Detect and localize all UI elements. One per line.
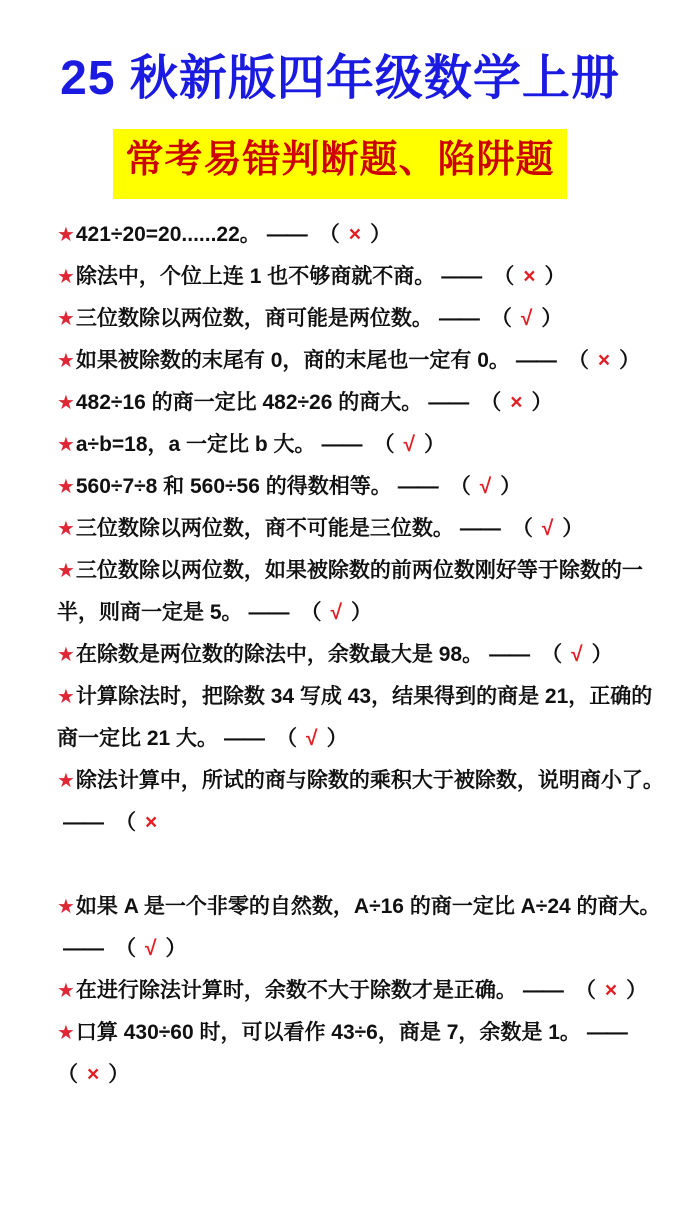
question-item xyxy=(57,298,664,340)
close-paren: ） xyxy=(541,307,563,330)
open-paren: （ xyxy=(567,349,589,372)
open-paren: （ xyxy=(493,265,515,288)
close-paren: ） xyxy=(531,391,553,414)
answer-mark: √ xyxy=(145,937,157,960)
star-icon: ★ xyxy=(57,266,75,288)
open-paren: （ xyxy=(449,475,471,498)
answer-mark: × xyxy=(348,223,362,246)
question-text: 421÷20=20......22。 xyxy=(75,223,261,246)
open-paren: （ xyxy=(541,643,563,666)
question-text: 在除数是两位数的除法中，余数最大是 98。 xyxy=(75,643,484,666)
open-paren: （ xyxy=(318,223,340,246)
question-item xyxy=(57,508,664,550)
dash-separator: —— xyxy=(522,979,563,1002)
dash-separator: —— xyxy=(489,643,530,666)
dash-separator: —— xyxy=(438,307,479,330)
close-paren: ） xyxy=(108,1063,130,1086)
open-paren: （ xyxy=(300,601,322,624)
open-paren: （ xyxy=(115,811,136,834)
question-item xyxy=(57,634,664,676)
question-item xyxy=(57,340,664,382)
open-paren: （ xyxy=(490,307,512,330)
answer-mark: √ xyxy=(571,643,583,666)
question-text: 如果 A 是一个非零的自然数，A÷16 的商一定比 A÷24 的商大。 xyxy=(75,895,661,918)
question-text: 三位数除以两位数，商可能是两位数。 xyxy=(75,307,433,330)
dash-separator: —— xyxy=(266,223,307,246)
page-subtitle: 常考易错判断题、陷阱题 xyxy=(125,139,555,181)
open-paren: （ xyxy=(276,727,298,750)
close-paren: ） xyxy=(619,349,641,372)
star-icon: ★ xyxy=(57,308,75,330)
dash-separator: —— xyxy=(248,601,289,624)
dash-separator: —— xyxy=(441,265,482,288)
question-item xyxy=(57,760,664,844)
open-paren: （ xyxy=(373,433,395,456)
close-paren: ） xyxy=(351,601,373,624)
dash-separator: —— xyxy=(63,811,103,834)
answer-mark: × xyxy=(523,265,536,288)
star-icon: ★ xyxy=(57,1022,75,1044)
open-paren: （ xyxy=(115,937,136,960)
answer-mark: × xyxy=(87,1063,100,1086)
star-icon: ★ xyxy=(57,770,75,792)
close-paren: ） xyxy=(165,937,187,960)
answer-mark: × xyxy=(604,979,618,1002)
answer-mark: √ xyxy=(541,517,554,540)
answer-mark: √ xyxy=(403,433,416,456)
answer-mark: √ xyxy=(306,727,318,750)
question-text: 560÷7÷8 和 560÷56 的得数相等。 xyxy=(75,475,392,498)
close-paren: ） xyxy=(326,727,348,750)
question-text: a÷b=18，a 一定比 b 大。 xyxy=(75,433,316,456)
open-paren: （ xyxy=(480,391,502,414)
subtitle-highlight xyxy=(113,129,566,199)
dash-separator: —— xyxy=(428,391,469,414)
subtitle-row xyxy=(0,129,680,199)
star-icon: ★ xyxy=(57,224,75,246)
question-item xyxy=(57,256,664,298)
dash-separator: —— xyxy=(63,937,103,960)
question-text: 如果被除数的末尾有 0，商的末尾也一定有 0。 xyxy=(75,349,510,372)
close-paren: ） xyxy=(500,475,522,498)
question-text: 计算除法时，把除数 34 写成 43，结果得到的商是 21，正确的商一定比 21 大。 xyxy=(57,685,653,750)
star-icon: ★ xyxy=(57,896,75,918)
star-icon: ★ xyxy=(57,686,75,708)
answer-mark: × xyxy=(597,349,611,372)
dash-separator: —— xyxy=(397,475,438,498)
answer-mark: √ xyxy=(479,475,492,498)
star-icon: ★ xyxy=(57,476,75,498)
open-paren: （ xyxy=(511,517,533,540)
question-item xyxy=(57,382,664,424)
star-icon: ★ xyxy=(57,560,75,582)
dash-separator: —— xyxy=(459,517,500,540)
question-text: 482÷16 的商一定比 482÷26 的商大。 xyxy=(75,391,423,414)
open-paren: （ xyxy=(574,979,596,1002)
question-item xyxy=(57,970,664,1012)
close-paren: ） xyxy=(424,433,446,456)
dash-separator: —— xyxy=(586,1021,627,1044)
question-item xyxy=(57,466,664,508)
answer-mark: × xyxy=(510,391,523,414)
dash-separator: —— xyxy=(321,433,362,456)
answer-mark: √ xyxy=(330,601,343,624)
star-icon: ★ xyxy=(57,350,75,372)
star-icon: ★ xyxy=(57,980,75,1002)
question-text: 三位数除以两位数，如果被除数的前两位数刚好等于除数的一半，则商一定是 5。 xyxy=(57,559,643,624)
answer-mark: √ xyxy=(520,307,533,330)
dash-separator: —— xyxy=(515,349,556,372)
open-paren: （ xyxy=(57,1063,78,1086)
question-text: 在进行除法计算时，余数不大于除数才是正确。 xyxy=(75,979,517,1002)
close-paren: ） xyxy=(544,265,566,288)
star-icon: ★ xyxy=(57,518,75,540)
close-paren: ） xyxy=(626,979,648,1002)
question-item xyxy=(57,424,664,466)
star-icon: ★ xyxy=(57,644,75,666)
question-item xyxy=(57,214,664,256)
star-icon: ★ xyxy=(57,392,75,414)
page-title: 25 秋新版四年级数学上册 xyxy=(60,52,620,105)
close-paren: ） xyxy=(562,517,584,540)
question-item xyxy=(57,550,664,634)
answer-mark: × xyxy=(145,811,158,834)
dash-separator: —— xyxy=(224,727,265,750)
question-text: 三位数除以两位数，商不可能是三位数。 xyxy=(75,517,454,540)
close-paren: ） xyxy=(370,223,392,246)
star-icon: ★ xyxy=(57,434,75,456)
question-item xyxy=(57,676,664,760)
question-text: 除法计算中，所试的商与除数的乘积大于被除数，说明商小了。 xyxy=(75,769,664,792)
question-item xyxy=(57,886,664,970)
question-text: 口算 430÷60 时，可以看作 43÷6，商是 7，余数是 1。 xyxy=(75,1021,581,1044)
question-text: 除法中，个位上连 1 也不够商就不商。 xyxy=(75,265,436,288)
question-item xyxy=(57,1012,664,1096)
close-paren: ） xyxy=(591,643,613,666)
question-list xyxy=(0,214,680,1096)
